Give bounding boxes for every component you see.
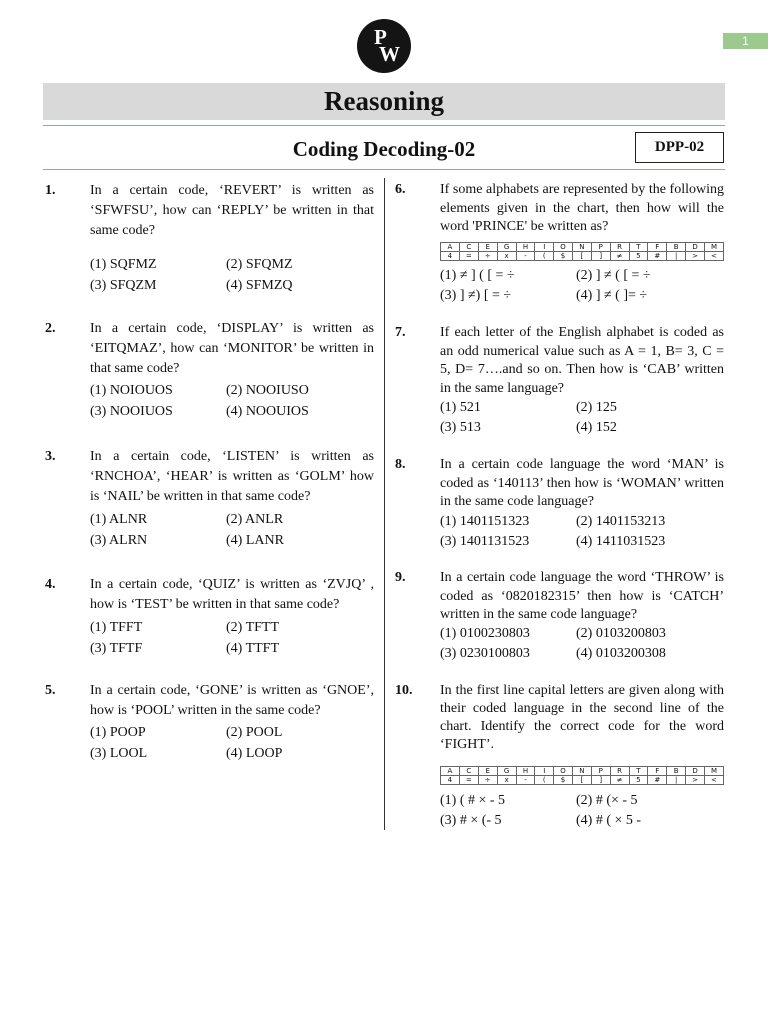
chart-cell: B [667,243,686,252]
option-1: (1) SQFMZ [90,257,157,272]
chart-cell: $ [554,776,573,785]
chart-cell: [ [572,252,591,261]
chart-cell: C [459,767,478,776]
chart-cell: < [704,252,723,261]
option-3: (3) SFQZM [90,278,157,293]
chart-cell: < [704,776,723,785]
question-number: 8. [395,457,406,472]
chart-cell: 5 [629,252,648,261]
chart-cell: P [591,243,610,252]
chart-cell: # [648,776,667,785]
option-4: (4) NOOUIOS [226,404,309,419]
option-1: (1) POOP [90,725,146,740]
chart-cell: C [459,243,478,252]
column-divider [384,178,385,830]
chart-cell: A [441,243,460,252]
option-4: (4) TTFT [226,641,280,656]
letters-row [441,767,724,776]
chart-cell: E [478,243,497,252]
option-2: (2) ] ≠ ( [ = ÷ [576,268,651,283]
question-number: 2. [45,321,56,336]
option-1: (1) 0100230803 [440,626,530,641]
option-1: (1) ( # × - 5 [440,793,506,808]
chart-cell: # [648,252,667,261]
chart-cell: I [535,243,554,252]
question-stem: In a certain code, ‘LISTEN’ is written as ‘RNCHOA’, ‘HEAR’ is written as ‘GOLM’ how is ‘NAIL’ be written in that same code? [90,449,374,504]
dpp-badge: DPP-02 [635,132,724,163]
option-4: (4) 152 [576,420,617,435]
chart-cell: 4 [441,776,460,785]
option-4: (4) # ( × 5 - [576,813,642,828]
question-stem: In a certain code, ‘GONE’ is written as ‘GNOE’, how is ‘POOL’ written in the same code? [90,683,374,718]
chart-cell: G [497,243,516,252]
question-stem: If some alphabets are represented by the following elements given in the chart, then how will the word 'PRINCE' be written as? [440,182,724,234]
chart-cell: > [686,252,705,261]
chart-cell: D [686,767,705,776]
option-3: (3) 1401131523 [440,534,530,549]
question-stem: In a certain code, ‘REVERT’ is written as ‘SFWFSU’, how can ‘REPLY’ be written in that same code? [90,183,374,238]
question-stem: In a certain code language the word ‘MAN’ is coded as ‘140113’ then how is ‘WOMAN’ written in the same code language? [440,457,724,509]
chart-cell: ( [535,776,554,785]
chart-cell: = [459,252,478,261]
chart-cell: - [516,252,535,261]
option-3: (3) TFTF [90,641,143,656]
option-1: (1) 1401151323 [440,514,530,529]
option-3: (3) LOOL [90,746,148,761]
option-4: (4) 0103200308 [576,646,666,661]
option-4: (4) LOOP [226,746,283,761]
header-rule-bottom [43,169,725,170]
option-3: (3) # × (- 5 [440,813,502,828]
page-number-badge: 1 [723,33,768,49]
chart-cell: ÷ [478,776,497,785]
chart-cell: N [572,243,591,252]
chart-cell: T [629,767,648,776]
question-stem: In a certain code language the word ‘THROW’ is coded as ‘0820182315’ then how is ‘CATCH’ written in the same code language? [440,570,724,622]
chart-cell: [ [572,776,591,785]
chart-cell: H [516,767,535,776]
chart-cell: 5 [629,776,648,785]
chart-cell: | [667,776,686,785]
codes-row [441,252,724,261]
option-2: (2) TFTT [226,620,280,635]
option-1: (1) NOIOUOS [90,383,173,398]
option-1: (1) TFFT [90,620,143,635]
option-2: (2) NOOIUSO [226,383,309,398]
option-3: (3) 0230100803 [440,646,530,661]
chart-cell: F [648,243,667,252]
option-4: (4) SFMZQ [226,278,293,293]
code-chart-table [440,766,724,785]
option-3: (3) NOOIUOS [90,404,173,419]
chart-cell: M [704,243,723,252]
subject-title: Reasoning [43,83,725,120]
question-stem: In the first line capital letters are given along with their coded language in the second line of the chart. Identify the correct code for the word ‘FIGHT’. [440,683,724,752]
option-1: (1) ALNR [90,512,148,527]
chart-cell: H [516,243,535,252]
option-1: (1) 521 [440,400,481,415]
option-2: (2) SFQMZ [226,257,293,272]
option-3: (3) 513 [440,420,481,435]
option-2: (2) POOL [226,725,283,740]
chart-cell: O [554,767,573,776]
chart-cell: B [667,767,686,776]
option-2: (2) 125 [576,400,617,415]
chart-cell: ÷ [478,252,497,261]
chart-cell: R [610,243,629,252]
option-2: (2) # (× - 5 [576,793,638,808]
chart-cell: - [516,776,535,785]
header-rule-top [43,125,725,126]
chart-cell: x [497,776,516,785]
letters-row [441,243,724,252]
option-4: (4) 1411031523 [576,534,666,549]
chart-cell: ( [535,252,554,261]
pw-logo [357,19,411,73]
chart-cell: T [629,243,648,252]
chart-cell: ≠ [610,252,629,261]
chart-cell: | [667,252,686,261]
question-stem: If each letter of the English alphabet is coded as an odd numerical value such as A = 1, B= 3, C = 5, D= 7….and so on. Then how is ‘CAB’ written in the same language? [440,325,724,396]
chart-cell: D [686,243,705,252]
question-number: 5. [45,683,56,698]
question-number: 10. [395,683,413,698]
codes-row [441,776,724,785]
question-number: 6. [395,182,406,197]
chart-cell: 4 [441,252,460,261]
question-number: 7. [395,325,406,340]
chart-cell: > [686,776,705,785]
option-1: (1) ≠ ] ( [ = ÷ [440,268,515,283]
question-number: 4. [45,577,56,592]
question-number: 9. [395,570,406,585]
chart-cell: x [497,252,516,261]
option-2: (2) 0103200803 [576,626,666,641]
topic-title: Coding Decoding-02 [292,137,476,161]
option-3: (3) ] ≠) [ = ÷ [440,288,512,303]
code-chart-table [440,242,724,261]
option-2: (2) 1401153213 [576,514,666,529]
chart-cell: O [554,243,573,252]
option-2: (2) ANLR [226,512,284,527]
chart-cell: P [591,767,610,776]
question-number: 1. [45,183,56,198]
chart-cell: ] [591,252,610,261]
chart-cell: N [572,767,591,776]
chart-cell: M [704,767,723,776]
question-stem: In a certain code, ‘QUIZ’ is written as ‘ZVJQ’ , how is ‘TEST’ be written in that same code? [90,577,374,612]
question-stem: In a certain code, ‘DISPLAY’ is written as ‘EITQMAZ’, how can ‘MONITOR’ be written in that same code? [90,321,374,376]
question-number: 3. [45,449,56,464]
chart-cell: G [497,767,516,776]
logo-letter-p: P [374,25,387,49]
chart-cell: R [610,767,629,776]
chart-cell: = [459,776,478,785]
option-4: (4) ] ≠ ( ]= ÷ [576,288,648,303]
chart-cell: E [478,767,497,776]
chart-cell: ] [591,776,610,785]
chart-cell: I [535,767,554,776]
chart-cell: ≠ [610,776,629,785]
option-3: (3) ALRN [90,533,148,548]
chart-cell: A [441,767,460,776]
logo-letter-w: W [379,42,400,66]
option-4: (4) LANR [226,533,284,548]
chart-cell: $ [554,252,573,261]
chart-cell: F [648,767,667,776]
